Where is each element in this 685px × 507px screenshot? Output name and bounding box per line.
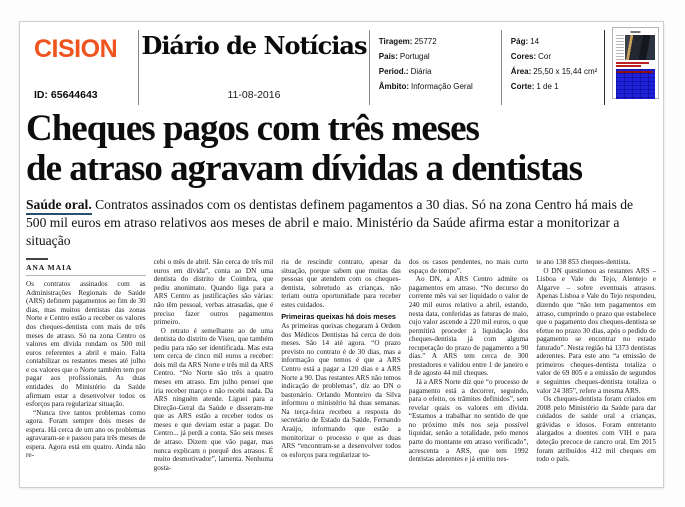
- meta-value: Informação Geral: [411, 82, 473, 92]
- meta-row-tiragem: [379, 38, 492, 46]
- paragraph: Os contratos assinados com as Administrações Regionais de Saúde (ARS) definem pagamentos ao fim de 30 dias, mas muitos dentistas das zonas Norte e Centro estão a receber os valores dos cheques-dentista com mais de três meses de atraso. Só na zona Centro os valores em dívida rondam os 500 mil euros referentes a abril e maio. Falta contabilizar os restantes meses até julho e os valores que o Norte também tem por pagar aos profissionais. As duas entidades do Ministério da Saúde afirmam estar a desenvolver todos os esforços para regularizar situação.: [26, 280, 146, 409]
- header-divider: [369, 30, 370, 105]
- article-column-5: [536, 258, 656, 488]
- article-column-3: [281, 258, 401, 488]
- meta-label: Period.:: [378, 66, 409, 76]
- section-subhead: Primeiras queixas há dois meses: [281, 311, 396, 321]
- header-divider: [604, 30, 605, 105]
- meta-value: 14: [530, 36, 540, 46]
- meta-row-ambito: [379, 83, 492, 91]
- paragraph: O retrato é semelhante ao de uma dentista do distrito de Viseu, que também pediu para não ser identificada. Mas esta tem cerca de cinco mil euros a receber: dois mil da ARS Norte e três mil da ARS Centro. “No Norte são três a quatro meses em atraso. Em julho pensei que iria receber março e não recebi nada. Da ARS ninguém atende. Liguei para a Direção-Geral da Saúde e disseram-me que as ARS estão a receber todos os meses e que deviam estar a pagar. Do Centro... já perdi a conta. São seis meses de atraso. Dizem que vão pagar, mas nunca explicam o porquê dos atrasos. É muito desmotivador”, lamenta. Nenhuma gosta-: [153, 326, 274, 472]
- thumbnail-photo-row: [616, 35, 655, 60]
- paragraph: te ano 138 853 cheques-dentista.: [536, 258, 631, 267]
- thumbnail-highlight-title: [617, 71, 653, 73]
- meta-value: 25772: [414, 36, 437, 46]
- paragraph: As primeiras queixas chegaram à Ordem dos Médicos Dentistas há cerca de dois meses. São 14 até agora. “O prazo previsto no contrato é de 30 dias, mas a informação que temos é que a ARS Centro está a pagar a 120 dias e a ARS Norte a 90. Das restantes ARS não temos indicação de problemas”, diz ao DN o bastonário. Orlando Monteiro da Silva informou o ministério há duas semanas. Na terça-feira recebeu a resposta do secretário de Estado da Saúde, Fernando Araújo, informando que estão a monitorizar o processo e que as duas ARS “encontram-se a desenvolver todos os esforços para regularizar to-: [281, 322, 401, 459]
- paragraph: Ao DN, a ARS Centro admite os pagamentos em atraso. “No decurso do corrente mês vai ser liquidado o valor de 240 mil euros relativo a abril, estando, nesta data, conferidas as faturas de maio, cujo valor ascende a 220 mil euros, o que permitirá proceder à liquidação dos cheques-dentista já com alguma recuperação do prazo de pagamento a 90 dias.” A ARS tem cerca de 300 prestadores e validou entre 1 de janeiro e 8 de agosto 44 mil cheques.: [408, 275, 529, 378]
- paragraph: cebi o mês de abril. São cerca de três mil euros em dívida”, conta ao DN uma dentista do distrito de Coimbra, que pediu anonimato. Quando liga para a ARS Centro as justificações são várias: não têm pessoal, verbas atrasadas, que é preciso fazer outros pagamentos primeiro.: [153, 258, 274, 327]
- meta-label: Cores:: [510, 51, 537, 61]
- article-column-1: [26, 258, 146, 488]
- meta-column-right: [511, 27, 597, 108]
- meta-row-pag: [511, 38, 597, 46]
- clipping-header: [20, 22, 663, 108]
- lead-kicker: Saúde oral.: [26, 197, 92, 215]
- byline-rule: [26, 275, 146, 276]
- thumbnail-headline-line: [616, 65, 641, 67]
- meta-value: Diária: [410, 66, 432, 76]
- paragraph: “Nunca tive tantos problemas como agora. Foram sempre dois meses de espera. Há cerca de um ano os problemas agravaram-se e passou para três meses de espera. Agora está em quatro. Ainda não re-: [26, 408, 146, 460]
- meta-value: Portugal: [399, 51, 430, 61]
- thumbnail-photo: [625, 35, 655, 60]
- meta-row-corte: [511, 83, 597, 91]
- article-lead: [20, 188, 663, 249]
- meta-label: Tiragem:: [378, 36, 413, 46]
- headline-line-2: de atraso agravam dívidas a dentistas: [26, 147, 583, 189]
- article-column-2: [154, 258, 274, 488]
- meta-label: Área:: [510, 66, 532, 76]
- meta-value: Cor: [538, 51, 552, 61]
- meta-column-left: [379, 27, 492, 108]
- paragraph: dos os casos pendentes, no mais curto espaço de tempo”.: [408, 258, 529, 275]
- press-clipping-card: [19, 21, 664, 488]
- cision-logo: CISION: [34, 35, 118, 63]
- headline-line-1: Cheques pagos com três meses: [26, 108, 479, 149]
- paragraph: Os cheques-dentista foram criados em 2008 pelo Ministério da Saúde para dar cuidados de saúde oral a crianças, grávidas e idosos. Foram entretanto alargados a doentes com VIH e para deteção precoce de cancro oral. Em 2015 foram atribuídos 412 mil cheques em todo o país.: [536, 395, 656, 464]
- article-column-4: [409, 258, 529, 488]
- publication-date: 11-08-2016: [227, 89, 281, 101]
- article-body: [20, 249, 663, 488]
- meta-row-period: [379, 68, 492, 76]
- meta-value: 25,50 x 15,44 cm²: [533, 66, 598, 76]
- page-thumbnail: [612, 27, 659, 99]
- meta-value: 1 de 1: [536, 82, 559, 92]
- document-id: ID: 65644643: [34, 89, 98, 101]
- header-divider: [138, 30, 139, 105]
- meta-row-cores: [511, 53, 597, 61]
- meta-label: Âmbito:: [378, 82, 409, 92]
- paragraph: O DN questionou as restantes ARS – Lisboa e Vale do Tejo, Alentejo e Algarve – sobre eventuais atrasos. Apenas Lisboa e Vale do Tejo respondeu, dizendo que “não tem pagamentos em atraso, cumprindo o prazo que estabelece que o pagamento dos cheques-dentista se efetue no prazo 30 dias, após o pedido de pagamento se encontrar no estado faturado”. Nesta região há 1373 dentistas aderentes. Para este ano “a emissão de primeiros cheques-dentista totaliza o valor de 69 805 e a emissão de segundos e seguintes cheques-dentista totaliza o valor 24 385”, refere a mesma ARS.: [536, 266, 656, 395]
- paragraph: Já a ARS Norte diz que “o processo de pagamento está a decorrer, seguindo, para o efeito, os trâmites definidos”, sem revelar quais os valores em dívida. “Estamos a trabalhar no sentido de que no próximo mês nos seja possível liquidar, senão a totalidade, pelo menos parte do montante em atraso verificado”, acrescenta a ARS, que tem 1992 dentistas aderentes e já emitiu nes-: [408, 378, 529, 464]
- masthead-block: [141, 27, 367, 108]
- meta-row-area: [511, 68, 597, 76]
- newspaper-masthead: Diário de Notícias: [141, 31, 367, 60]
- meta-label: País:: [378, 51, 398, 61]
- lead-text: Contratos assinados com os dentistas definem pagamentos a 30 dias. Só na zona Centro há mais de 500 mil euros em atraso relativos aos meses de abril e maio. Ministério da Saúde afirma estar a monitorizar a situação: [26, 197, 634, 248]
- meta-row-pais: [379, 53, 492, 61]
- thumbnail-article-highlight: [616, 69, 655, 99]
- meta-label: Corte:: [510, 82, 535, 92]
- logo-block: [34, 27, 129, 108]
- article-headline: [20, 108, 663, 188]
- byline: ANA MAIA: [26, 263, 73, 273]
- thumbnail-text-column: [616, 35, 624, 60]
- header-divider: [501, 30, 502, 105]
- thumbnail-headline-line: [616, 62, 650, 64]
- paragraph: ria de rescindir contrato, apesar da situação, porque sabem que muitas das pessoas que atendem com os cheques-dentista, sobretudo as crianças, não teriam outra oportunidade para receber estes cuidados.: [281, 258, 401, 309]
- thumbnail-masthead: [624, 31, 647, 33]
- byline-rule: [26, 258, 48, 260]
- meta-label: Pág:: [510, 36, 529, 46]
